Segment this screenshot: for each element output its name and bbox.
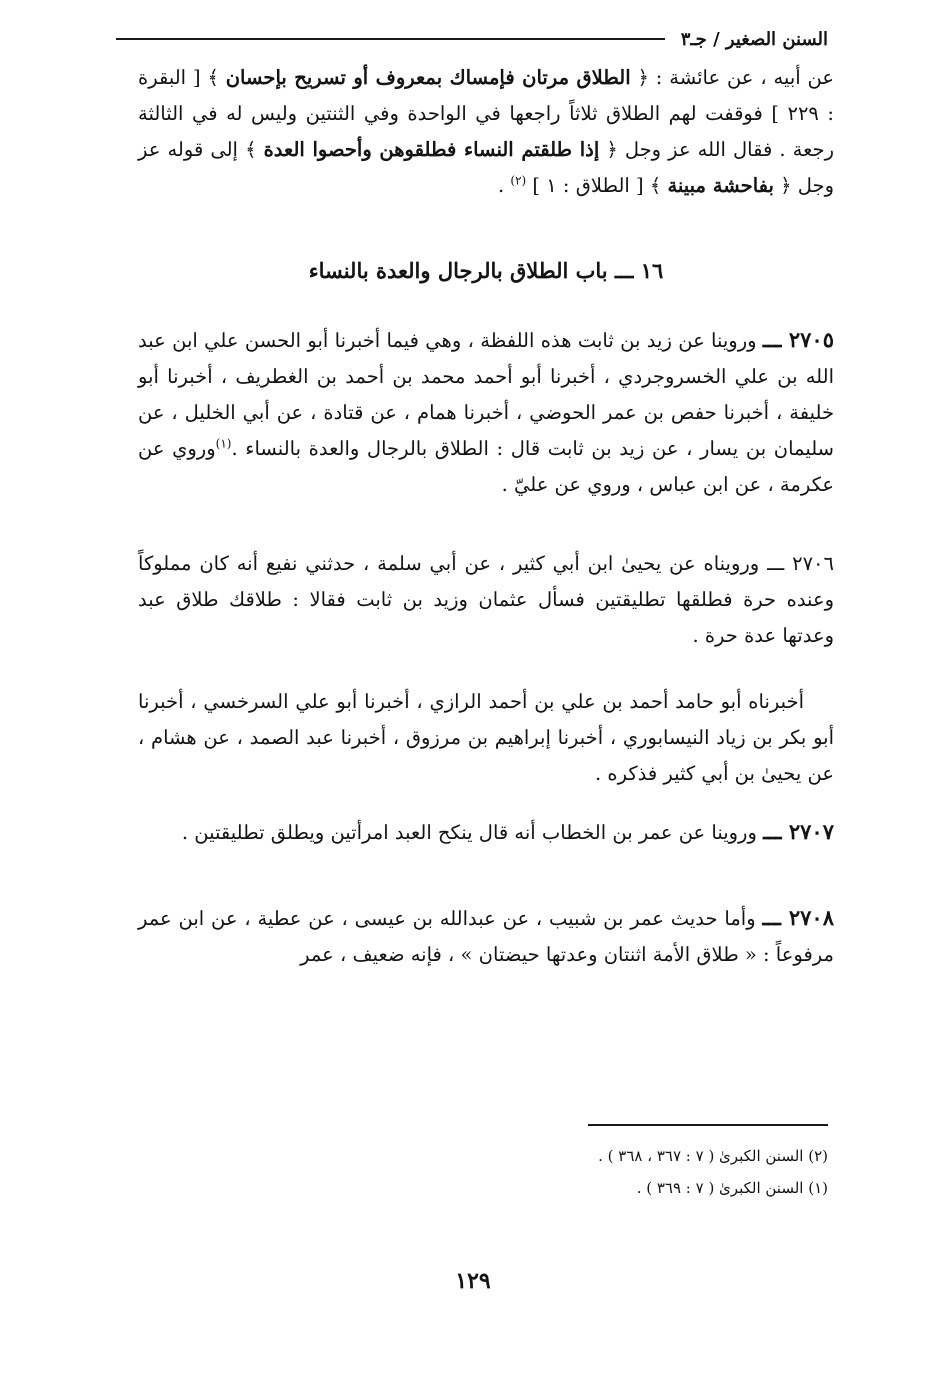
quran-verse-1: [207, 66, 649, 89]
hadith-2705: [138, 322, 834, 503]
hadith-text-continued: وروي عن عكرمة ، عن ابن عباس ، وروي عن عليّ .: [138, 437, 834, 496]
footnote-2: (٢) السنن الكبرىٰ ( ٧ : ٣٦٧ ، ٣٦٨ ) .: [598, 1147, 828, 1165]
running-head-title: السنن الصغير / جـ٣: [680, 28, 828, 50]
ornate-bracket-close: ﴾: [649, 174, 668, 197]
page-number: ١٢٩: [455, 1268, 491, 1294]
footnote-marker-1: (١): [215, 436, 232, 451]
footnote-1: (١) السنن الكبرىٰ ( ٧ : ٣٦٩ ) .: [636, 1179, 828, 1197]
hadith-text: وروينا عن زيد بن ثابت هذه اللفظة ، وهي فيما أخبرنا أبو الحسن علي ابن عبد الله بن علي الخسروجردي ، أخبرنا أبو أحمد محمد بن أحمد بن الغطريف ، أخبرنا أبو خليفة ، أخبرنا حفص بن عمر الحوضي ، أخبرنا همام ، عن قتادة ، عن أبي الخليل ، عن سليمان بن يسار ، عن زيد بن ثابت قال : الطلاق بالرجال والعدة بالنساء .: [138, 329, 834, 460]
ornate-bracket-close: ﴾: [207, 66, 226, 89]
intro-paragraph: [138, 60, 834, 204]
footnotes: [138, 1140, 828, 1204]
running-head-rule: [116, 38, 665, 40]
ornate-bracket-close: ﴾: [245, 138, 264, 161]
quran-verse-3-text: بفاحشة مبينة: [667, 174, 774, 197]
hadith-text: وروينا عن عمر بن الخطاب أنه قال ينكح العبد امرأتين ويطلق تطليقتين .: [181, 821, 764, 844]
hadith-number: ٢٧٠٧ ـــ: [763, 819, 834, 844]
hadith-text: ورويناه عن يحيىٰ ابن أبي كثير ، عن أبي سلمة ، حدثني نفيع أنه كان مملوكاً وعنده حرة فطلقها تطليقتين فسأل عثمان وزيد بن ثابت فقالا : طلاقك طلاق عبد وعدتها عدة حرة .: [138, 552, 834, 647]
intro-text-4: [ الطلاق : ١ ]: [526, 174, 650, 197]
hadith-number: ٢٧٠٨ ـــ: [762, 905, 834, 930]
intro-text-2: [ البقرة : ٢٢٩ ] فوقفت لهم الطلاق ثلاثاً راجعها في الواحدة وفي الثنتين وليس له في الثالثة رجعة . فقال الله عز وجل: [138, 66, 835, 161]
footnote-marker-2: (٢): [510, 173, 527, 188]
running-head: [116, 26, 828, 52]
ornate-bracket-open: ﴿: [630, 66, 649, 89]
hadith-number: ٢٧٠٥ ـــ: [762, 327, 834, 352]
hadith-2706: [138, 546, 834, 654]
hadith-number: ٢٧٠٦ ـــ: [767, 552, 834, 575]
intro-text-5: .: [498, 174, 511, 197]
hadith-2708: [138, 900, 834, 973]
quran-verse-2-text: إذا طلقتم النساء فطلقوهن وأحصوا العدة: [263, 138, 600, 161]
quran-verse-1-text: الطلاق مرتان فإمساك بمعروف أو تسريح بإحسان: [225, 66, 631, 89]
intro-text-1: عن أبيه ، عن عائشة :: [648, 66, 835, 89]
chapter-heading: ١٦ ـــ باب الطلاق بالرجال والعدة بالنساء: [308, 258, 664, 283]
isnad-text: أخبرناه أبو حامد أحمد بن علي بن أحمد الرازي ، أخبرنا أبو علي السرخسي ، أخبرنا أبو بكر بن زياد النيسابوري ، أخبرنا إبراهيم بن مرزوق ، أخبرنا عبد الصمد ، عن هشام ، عن يحيىٰ بن أبي كثير فذكره .: [138, 690, 834, 785]
footnote-separator: [588, 1124, 828, 1126]
ornate-bracket-open: ﴿: [599, 138, 618, 161]
hadith-2707: [138, 814, 834, 851]
hadith-text: وأما حديث عمر بن شبيب ، عن عبدالله بن عيسى ، عن عطية ، عن ابن عمر مرفوعاً : « طلاق الأمة اثنتان وعدتها حيضتان » ، فإنه ضعيف ، عمر: [138, 907, 834, 966]
ornate-bracket-open: ﴿: [773, 174, 792, 197]
intro-text-3: إلى قوله عز وجل: [138, 138, 834, 197]
quran-verse-3: [650, 174, 792, 197]
quran-verse-2: [245, 138, 618, 161]
isnad-paragraph: [138, 684, 834, 792]
